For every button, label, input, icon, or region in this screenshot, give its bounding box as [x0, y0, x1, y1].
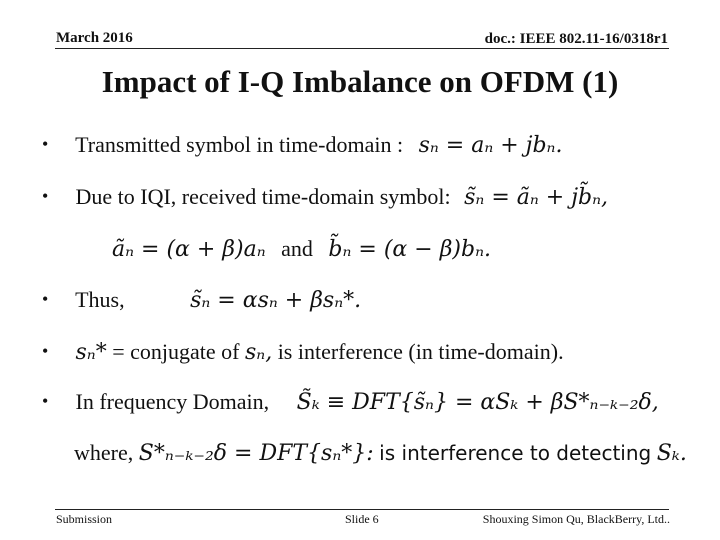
bullet-4-conj-symbol: sₙ* [75, 340, 107, 365]
bullet-4-symbol: sₙ, [244, 340, 273, 365]
a-tilde-equation: ãₙ = (α + β)aₙ [112, 237, 266, 262]
header-doc-id: doc.: IEEE 802.11-16/0318r1 [484, 31, 668, 47]
bullet-3-text: Thus, [75, 287, 125, 312]
bullet-2-text: Due to IQI, received time-domain symbol: [75, 184, 451, 209]
bullet-dot-icon: • [42, 134, 49, 154]
footer-submission: Submission [56, 512, 113, 526]
bullet-dot-icon: • [42, 341, 49, 361]
bullet-5-text: In frequency Domain, [75, 389, 270, 414]
bullet-5-equation: S̃ₖ ≡ DFT{s̃ₙ} = αSₖ + βS*ₙ₋ₖ₋₂δ, [296, 390, 659, 415]
bullet-5 [42, 389, 659, 415]
where-word: where, [74, 440, 134, 465]
bullet-1-text: Transmitted symbol in time-domain : [75, 132, 404, 157]
footer-divider [55, 509, 669, 510]
bullet-2-equation: s̃ₙ = ãₙ + jb̃ₙ, [464, 185, 609, 210]
header-date: March 2016 [56, 30, 133, 46]
footer-slide-number: Slide 6 [345, 512, 379, 526]
interference-text: is interference to detecting [379, 441, 652, 465]
footer-author: Shouxing Simon Qu, BlackBerry, Ltd.. [482, 512, 670, 526]
bullet-4 [42, 339, 564, 365]
and-word: and [281, 236, 313, 261]
bullet-dot-icon: • [42, 391, 49, 411]
bullet-2 [42, 184, 608, 210]
bullet-1 [42, 132, 562, 158]
bullet-3 [42, 287, 361, 313]
b-tilde-equation: b̃ₙ = (α − β)bₙ. [328, 237, 491, 262]
bullet-dot-icon: • [42, 186, 49, 206]
bullet-dot-icon: • [42, 289, 49, 309]
bullet-4-text: = conjugate of [112, 339, 240, 364]
bullet-1-equation: sₙ = aₙ + jbₙ. [418, 133, 563, 158]
interference-equation: S*ₙ₋ₖ₋₂δ = DFT{sₙ*}: [138, 441, 374, 466]
slide-title: Impact of I-Q Imbalance on OFDM (1) [101, 64, 619, 99]
interference-target: Sₖ. [656, 441, 687, 466]
bullet-5-subline [74, 440, 687, 466]
bullet-2-subline [112, 236, 491, 262]
header-divider [55, 48, 669, 49]
bullet-3-equation: s̃ₙ = αsₙ + βsₙ*. [190, 288, 362, 313]
bullet-4-text-2: is interference (in time-domain). [277, 339, 564, 364]
